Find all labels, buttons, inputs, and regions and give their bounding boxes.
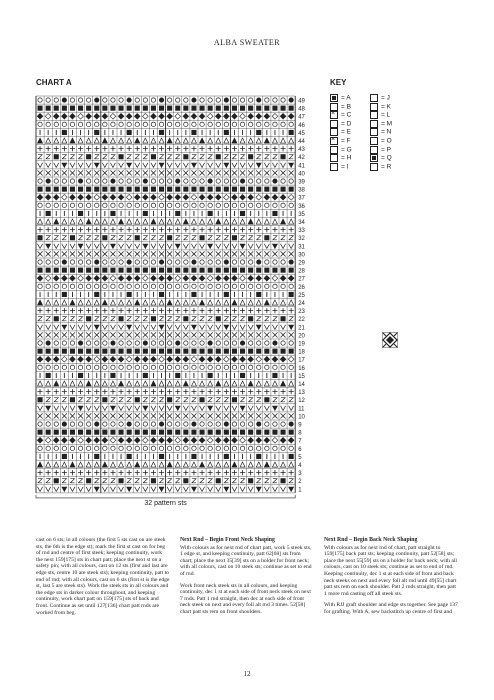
row-number-label: 25 [298, 292, 305, 299]
key-item [370, 137, 392, 146]
row-number-label: 46 [298, 122, 305, 129]
key-label: = N [381, 129, 392, 137]
key-item [330, 154, 352, 163]
row-number-label: 10 [298, 414, 305, 421]
key-label: = P [381, 146, 391, 154]
paragraph: With colours as for next rnd of chart, patt straight to 159[175] back patt sts; keeping continuity, patt 52[58] sts; place the next 55[59] sts on a holder for back neck; with all colours, cast on 10 steek sts; continue as set to end of rnd. Keeping continuity, dec 1 st at each side of front and back neck steeks on next and every foll alt rnd until 49[55] chart patt sts rem on each shoulder. Patt 2 rnds straight, then patt 1 more rnd casting off all steek sts. [324, 544, 457, 597]
key-label: = A [341, 94, 351, 102]
key-label: = D [341, 120, 352, 128]
row-number-label: 47 [298, 114, 305, 121]
row-number-label: 20 [298, 333, 305, 340]
key-label: = B [341, 103, 351, 111]
running-header: ALBA SWEATER [213, 38, 281, 47]
key-symbol-icon [330, 163, 338, 171]
row-number-label: 24 [298, 301, 305, 307]
row-number-label: 21 [298, 325, 305, 332]
row-number-label: 13 [298, 390, 305, 397]
row-number-label: 29 [298, 260, 305, 267]
row-number-label: 8 [298, 430, 302, 437]
key-symbol-icon [330, 94, 338, 102]
row-number-label: 30 [298, 252, 305, 259]
key-label: = O [381, 137, 392, 145]
row-number-label: 1 [298, 487, 302, 494]
key-label: = K [381, 103, 391, 111]
section-heading: Next Rnd – Begin Front Neck Shaping [180, 537, 275, 543]
text-column-3 [324, 537, 460, 621]
key-item [370, 154, 392, 163]
row-number-label: 6 [298, 446, 302, 453]
key-item [330, 94, 352, 103]
row-number-label: 12 [298, 398, 305, 405]
key-item [370, 128, 392, 137]
paragraph: With colours as for next rnd of chart patt, work 5 steek sts, 1 edge st, and keeping continuity, patt 62[68] sts from chart; place the next 35[39] sts on a holder for front neck; with all colours, cast on 10 steek sts; continue as set to end of rnd. [180, 544, 312, 577]
row-number-label: 33 [298, 228, 305, 235]
key-title: KEY [330, 78, 347, 87]
row-number-label: 11 [298, 406, 305, 413]
pattern-stitches-label: 32 pattern sts [144, 499, 187, 507]
pattern-bracket [36, 495, 295, 498]
key-symbol-icon [370, 128, 378, 136]
key-symbol-icon [370, 94, 378, 102]
key-symbol-icon [370, 154, 378, 162]
key-symbol-icon [330, 146, 338, 154]
row-number-label: 19 [298, 341, 305, 348]
row-number-label: 3 [298, 471, 302, 478]
row-number-label: 7 [298, 438, 302, 445]
row-number-label: 17 [298, 357, 305, 364]
key-label: = H [341, 154, 352, 162]
row-number-label: 5 [298, 454, 302, 461]
row-number-label: 42 [298, 155, 305, 162]
row-number-label: 15 [298, 373, 305, 380]
key-symbol-icon [370, 137, 378, 145]
row-number-label: 41 [298, 163, 305, 170]
key-item [370, 94, 392, 103]
key-label: = Q [381, 154, 392, 162]
row-number-label: 43 [298, 147, 305, 154]
key-label: = I [341, 163, 349, 171]
knitting-chart [34, 94, 324, 514]
text-column-2 [180, 537, 314, 621]
key-symbol-icon [330, 137, 338, 145]
key-symbol-icon [370, 120, 378, 128]
section-heading: Next Rnd – Begin Back Neck Shaping [324, 537, 418, 543]
row-number-label: 27 [298, 276, 305, 283]
key-item [330, 120, 352, 129]
row-number-label: 16 [298, 365, 305, 372]
key-column-right [370, 94, 392, 171]
key-label: = E [341, 129, 351, 137]
row-number-label: 40 [298, 171, 305, 178]
key-item [370, 163, 392, 172]
key-symbol-icon [370, 146, 378, 154]
row-number-label: 9 [298, 422, 302, 429]
key-symbol-icon [330, 120, 338, 128]
row-number-label: 23 [298, 309, 305, 316]
key-item [370, 111, 392, 120]
row-number-label: 38 [298, 187, 305, 194]
row-number-label: 32 [298, 236, 305, 243]
row-number-label: 4 [298, 463, 302, 469]
row-number-label: 26 [298, 284, 305, 291]
key-label: = F [341, 137, 351, 145]
paragraph: cast on 6 sts; in all colours (the first 5 sts cast on are steek sts, the 6th is the edge st); mark the first st cast on for beg of rnd and centre of first steek; keeping continuity, work the next 159[175] sts in chart patt; place the next st on a safety pin; with all colours, cast on 12 sts (first and last are edge sts, centre 10 are steek sts); keeping continuity, patt to end of rnd; with all colours, cast on 6 sts (first st is the edge st, last 5 are steek sts). Work the steek sts in all colours and the edge sts in darker colour throughout, and keeping continuity, work chart patt on 159[175] sts of back and front. Continue as set until 127[136] chart patt rnds are worked from beg. [36, 537, 170, 616]
key-label: = J [381, 94, 390, 102]
row-number-label: 37 [298, 195, 305, 202]
key-label: = M [381, 120, 393, 128]
row-number-label: 18 [298, 349, 305, 356]
key-item [370, 120, 392, 129]
key-label: = G [341, 146, 352, 154]
row-number-label: 49 [298, 98, 305, 105]
chart-title: CHART A [36, 78, 72, 87]
key-label: = L [381, 111, 391, 119]
key-item [330, 111, 352, 120]
row-number-label: 28 [298, 268, 305, 275]
row-number-label: 44 [298, 139, 305, 145]
key-symbol-icon [330, 111, 338, 119]
row-number-label: 34 [298, 220, 305, 226]
row-number-label: 35 [298, 211, 305, 218]
key-column-left [330, 94, 352, 171]
row-number-label: 39 [298, 179, 305, 186]
row-number-label: 22 [298, 317, 305, 324]
key-item [330, 163, 352, 172]
row-number-label: 2 [298, 479, 302, 486]
key-symbol-icon [370, 163, 378, 171]
row-number-label: 45 [298, 130, 305, 137]
key-item [370, 146, 392, 155]
key-label: = C [341, 111, 352, 119]
row-number-label: 36 [298, 203, 305, 210]
text-column-1 [36, 537, 170, 621]
paragraph: With RJJ graft shoulder and edge sts together. See page 137 for grafting. With A, sew backstitch up centre of first and [324, 602, 458, 615]
row-number-label: 31 [298, 244, 305, 251]
key-item [330, 137, 352, 146]
key-symbol-icon [370, 103, 378, 111]
key-symbol-icon [330, 154, 338, 162]
row-number-label: 14 [298, 382, 305, 388]
motif-swatch-icon [382, 332, 398, 348]
key-item [330, 146, 352, 155]
key-label: = R [381, 163, 392, 171]
row-number-label: 48 [298, 106, 305, 113]
key-item [370, 103, 392, 112]
page-number: 12 [243, 670, 251, 678]
key-symbol-icon [370, 111, 378, 119]
paragraph: Work front neck steek sts in all colours, and keeping continuity, dec 1 st at each side of front neck steek on next 7 rnds. Patt 1 rnd straight, then dec at each side of front neck steek on next and every foll alt rnd 3 times. 52[58] chart patt sts rem on front shoulders. [180, 582, 311, 615]
